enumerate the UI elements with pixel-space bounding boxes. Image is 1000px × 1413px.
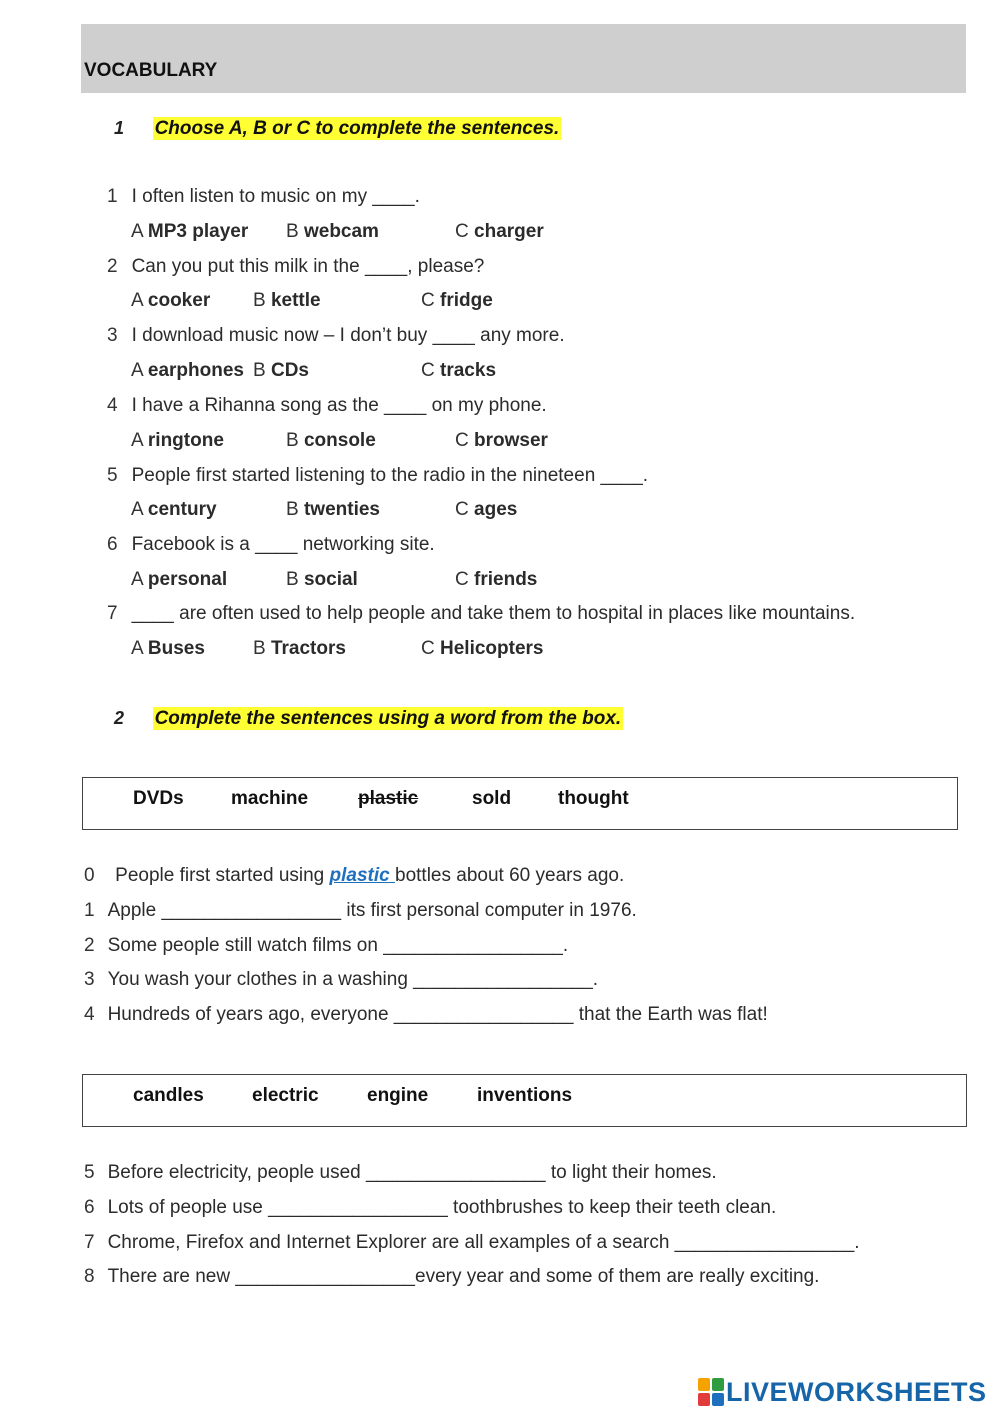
answer-option[interactable] [131, 499, 217, 521]
box-word: DVDs [133, 788, 184, 809]
sentence-text[interactable]: Before electricity, people used _________________ to light their homes. [107, 1162, 717, 1183]
box-word: inventions [477, 1085, 573, 1106]
gap-sentence [84, 935, 568, 957]
sentence-number: 1 [84, 900, 95, 921]
section-title: VOCABULARY [84, 60, 218, 81]
question-line [107, 603, 855, 625]
option-word: MP3 player [147, 221, 249, 242]
answer-option[interactable] [421, 638, 544, 660]
box-word: electric [252, 1085, 319, 1106]
example-text-after: bottles about 60 years ago. [395, 865, 625, 886]
question-line [107, 325, 565, 347]
question-line [107, 186, 420, 208]
sentence-text[interactable]: Hundreds of years ago, everyone _________________ that the Earth was flat! [107, 1004, 768, 1025]
question-number: 6 [107, 534, 118, 555]
question-number: 4 [107, 395, 118, 416]
option-letter: A [131, 499, 143, 520]
question-number: 1 [107, 186, 118, 207]
sentence-text[interactable]: Chrome, Firefox and Internet Explorer are all examples of a search _________________. [107, 1232, 860, 1253]
option-word: century [147, 499, 217, 520]
question-text: People first started listening to the radio in the nineteen ____. [131, 465, 649, 486]
option-letter: B [253, 638, 266, 659]
exercise2-number: 2 [114, 708, 125, 728]
question-number: 7 [107, 603, 118, 624]
gap-sentence [84, 1197, 776, 1219]
gap-sentence [84, 1232, 860, 1254]
sentence-text[interactable]: Lots of people use _________________ toothbrushes to keep their teeth clean. [107, 1197, 777, 1218]
word-box-2 [82, 1074, 967, 1127]
sentence-number: 2 [84, 935, 95, 956]
sentence-number: 5 [84, 1162, 95, 1183]
option-letter: A [131, 430, 143, 451]
option-letter: B [286, 499, 299, 520]
option-word: earphones [147, 360, 244, 381]
option-letter: C [455, 499, 469, 520]
answer-option[interactable] [286, 430, 376, 452]
option-word: fridge [440, 290, 493, 311]
sentence-text[interactable]: There are new _________________every year and some of them are really exciting. [107, 1266, 820, 1287]
answer-option[interactable] [286, 499, 380, 521]
option-letter: B [286, 569, 299, 590]
option-word: browser [474, 430, 548, 451]
gap-sentence [84, 1004, 768, 1026]
question-number: 3 [107, 325, 118, 346]
sentence-text[interactable]: Some people still watch films on _________________. [107, 935, 569, 956]
box-word: machine [231, 788, 309, 809]
question-text: ____ are often used to help people and take them to hospital in places like mountains. [131, 603, 856, 624]
question-line [107, 256, 484, 278]
option-word: Helicopters [440, 638, 544, 659]
exercise1-heading [114, 118, 561, 140]
section-header-bar [81, 24, 966, 93]
option-word: Buses [147, 638, 205, 659]
option-letter: A [131, 290, 143, 311]
sentence-number: 8 [84, 1266, 95, 1287]
answer-option[interactable] [131, 569, 227, 591]
option-letter: C [455, 569, 469, 590]
box-word: candles [133, 1085, 204, 1106]
option-letter: A [131, 569, 143, 590]
option-word: tracks [440, 360, 497, 381]
gap-sentence [84, 900, 637, 922]
question-line [107, 465, 648, 487]
gap-sentence [84, 1266, 819, 1288]
answer-option[interactable] [286, 569, 358, 591]
option-word: ages [474, 499, 518, 520]
gap-sentence [84, 969, 598, 991]
liveworksheets-logo[interactable] [698, 1376, 987, 1408]
option-word: ringtone [147, 430, 224, 451]
exercise1-instruction: Choose A, B or C to complete the sentences. [154, 118, 560, 139]
option-word: social [303, 569, 358, 590]
box-word: engine [367, 1085, 429, 1106]
option-word: webcam [303, 221, 379, 242]
option-letter: C [421, 290, 435, 311]
sentence-number: 3 [84, 969, 95, 990]
answer-option[interactable] [131, 290, 210, 312]
answer-option[interactable] [455, 221, 544, 243]
question-text: Facebook is a ____ networking site. [131, 534, 435, 555]
answer-option[interactable] [421, 360, 496, 382]
logo-text: LIVEWORKSHEETS [726, 1376, 987, 1407]
option-word: twenties [303, 499, 380, 520]
exercise2-instruction: Complete the sentences using a word from the box. [154, 708, 622, 729]
answer-option[interactable] [131, 430, 224, 452]
exercise2-heading [114, 708, 623, 730]
option-word: console [303, 430, 376, 451]
answer-option[interactable] [421, 290, 493, 312]
liveworksheets-logo-icon [698, 1378, 724, 1406]
sentence-number: 0 [84, 865, 95, 886]
answer-option[interactable] [455, 499, 517, 521]
sentence-number: 6 [84, 1197, 95, 1218]
question-text: Can you put this milk in the ____, please? [131, 256, 485, 277]
option-word: friends [474, 569, 538, 590]
answer-option[interactable] [455, 430, 548, 452]
question-line [107, 534, 435, 556]
option-word: kettle [270, 290, 321, 311]
exercise1-number: 1 [114, 118, 125, 138]
sentence-number: 4 [84, 1004, 95, 1025]
question-line [107, 395, 547, 417]
option-word: CDs [270, 360, 309, 381]
example-answer: plastic [329, 865, 396, 886]
box-word-used: plastic [358, 788, 419, 809]
answer-option[interactable] [253, 290, 321, 312]
answer-option[interactable] [253, 360, 309, 382]
option-letter: C [455, 430, 469, 451]
example-text-before: People first started using [115, 865, 330, 886]
option-letter: A [131, 360, 143, 381]
option-letter: B [253, 360, 266, 381]
answer-option[interactable] [455, 569, 537, 591]
option-letter: B [286, 430, 299, 451]
answer-option[interactable] [253, 638, 346, 660]
word-box-1 [82, 777, 958, 830]
sentence-number: 7 [84, 1232, 95, 1253]
option-letter: C [421, 360, 435, 381]
option-word: charger [474, 221, 544, 242]
example-sentence [84, 865, 624, 887]
option-letter: A [131, 221, 143, 242]
question-text: I have a Rihanna song as the ____ on my phone. [131, 395, 547, 416]
sentence-text[interactable]: You wash your clothes in a washing _________________. [107, 969, 599, 990]
option-word: Tractors [270, 638, 346, 659]
gap-sentence [84, 1162, 717, 1184]
question-text: I download music now – I don’t buy ____ any more. [131, 325, 565, 346]
option-word: personal [147, 569, 228, 590]
answer-option[interactable] [131, 221, 248, 243]
answer-option[interactable] [131, 360, 244, 382]
option-letter: B [286, 221, 299, 242]
answer-option[interactable] [286, 221, 379, 243]
option-letter: C [455, 221, 469, 242]
question-text: I often listen to music on my ____. [131, 186, 420, 207]
question-number: 5 [107, 465, 118, 486]
answer-option[interactable] [131, 638, 205, 660]
option-letter: B [253, 290, 266, 311]
sentence-text[interactable]: Apple _________________ its first personal computer in 1976. [107, 900, 637, 921]
question-number: 2 [107, 256, 118, 277]
box-word: thought [558, 788, 629, 809]
option-letter: A [131, 638, 143, 659]
option-word: cooker [147, 290, 211, 311]
option-letter: C [421, 638, 435, 659]
box-word: sold [472, 788, 512, 809]
